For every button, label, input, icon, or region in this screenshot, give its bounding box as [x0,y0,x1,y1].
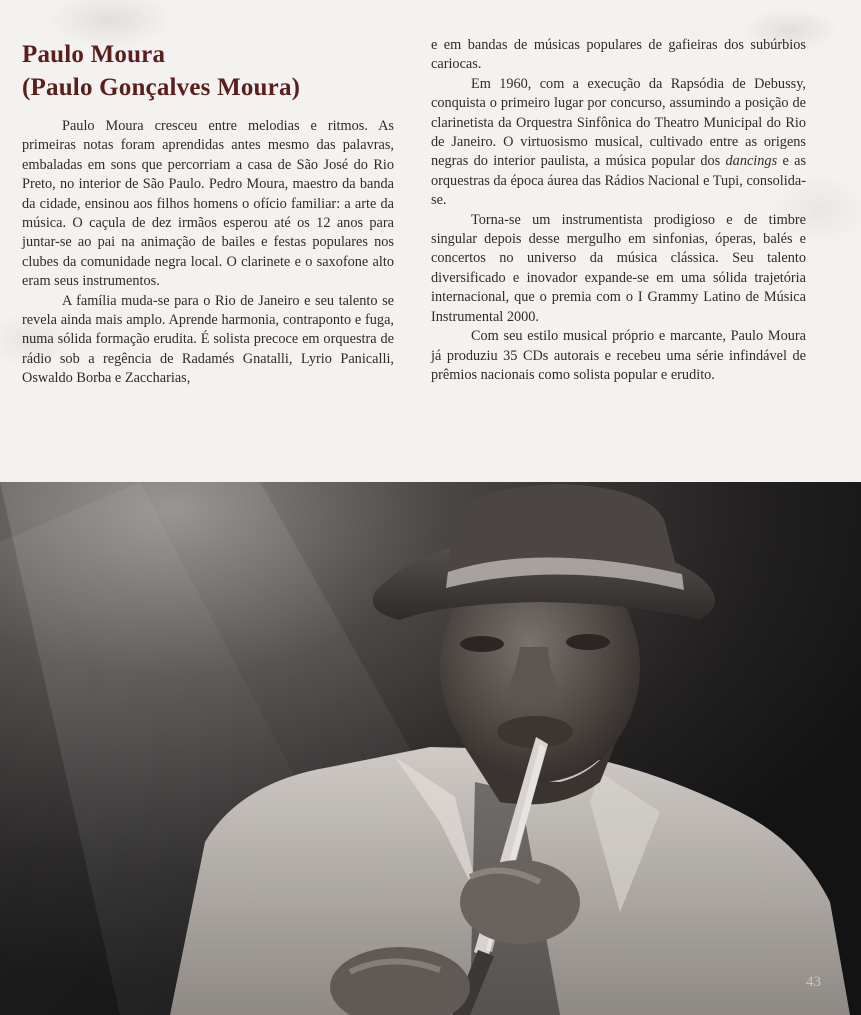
article-title [22,38,300,104]
paragraph-1960-rest: e as orquestras da época áurea das Rádios Nacional e Tupi, consolida-se. [431,153,807,209]
paragraph-childhood: Paulo Moura cresceu entre melodias e ritmos. As primeiras notas foram aprendidas antes mesmo das palavras, embaladas em sons que percorriam a casa de São José do Rio Preto, no interior de São Paulo. Pedro Moura, maestro da banda da cidade, ensinou aos filhos homens o ofício familiar: a arte da música. O caçula de dez irmãos esperou até os 12 anos para juntar-se ao pai na animação de bailes e festas populares nos clubes da comunidade negra local. O clarinete e o saxofone alto eram seus instrumentos. [22,118,394,290]
paragraph-rio: A família muda-se para o Rio de Janeiro e seu talento se revela ainda mais amplo. Aprende harmonia, contraponto e fuga, numa sólida formação erudita. É solista precoce em orquestra de rádio sob a regência de Radamés Gnatalli, Lyrio Panicalli, Oswaldo Borba e Zaccharias, [22,292,394,387]
title-name: Paulo Moura [22,41,166,68]
dancings-italic: dancings [725,153,778,170]
musician-photo [0,482,861,1015]
musician-playing-clarinet-illustration [0,482,861,1015]
article-area [0,0,861,482]
paragraph-career: Torna-se um instrumentista prodigioso e de timbre singular depois desse mergulho em sinfonias, óperas, balés e concertos no universo da música clássica. Seu talento diversificado e inovador expande-se em uma sólida trajetória internacional, que o premia com o I Grammy Latino de Música Instrumental 2000. [431,211,806,325]
paragraph-1960-text: Em 1960, com a execução da Rapsódia de Debussy, conquista o primeiro lugar por concurso, assumindo a posição de clarinetista da Orquestra Sinfônica do Theatro Municipal do Rio de Janeiro. O virtuosismo musical, cultivado entre as origens negras do interior paulista, a música popular dos [431,75,806,170]
paragraph-continuation: e em bandas de músicas populares de gafieiras dos subúrbios cariocas. [431,37,806,73]
paragraph-discography: Com seu estilo musical próprio e marcante, Paulo Moura já produziu 35 CDs autorais e recebeu uma série infindável de prêmios nacionais como solista popular e erudito. [431,328,806,383]
text-column-left [22,117,394,389]
paragraph-1960 [431,75,806,211]
title-full-name: (Paulo Gonçalves Moura) [22,74,301,101]
page-number: 43 [806,974,821,990]
text-column-right [431,36,806,385]
